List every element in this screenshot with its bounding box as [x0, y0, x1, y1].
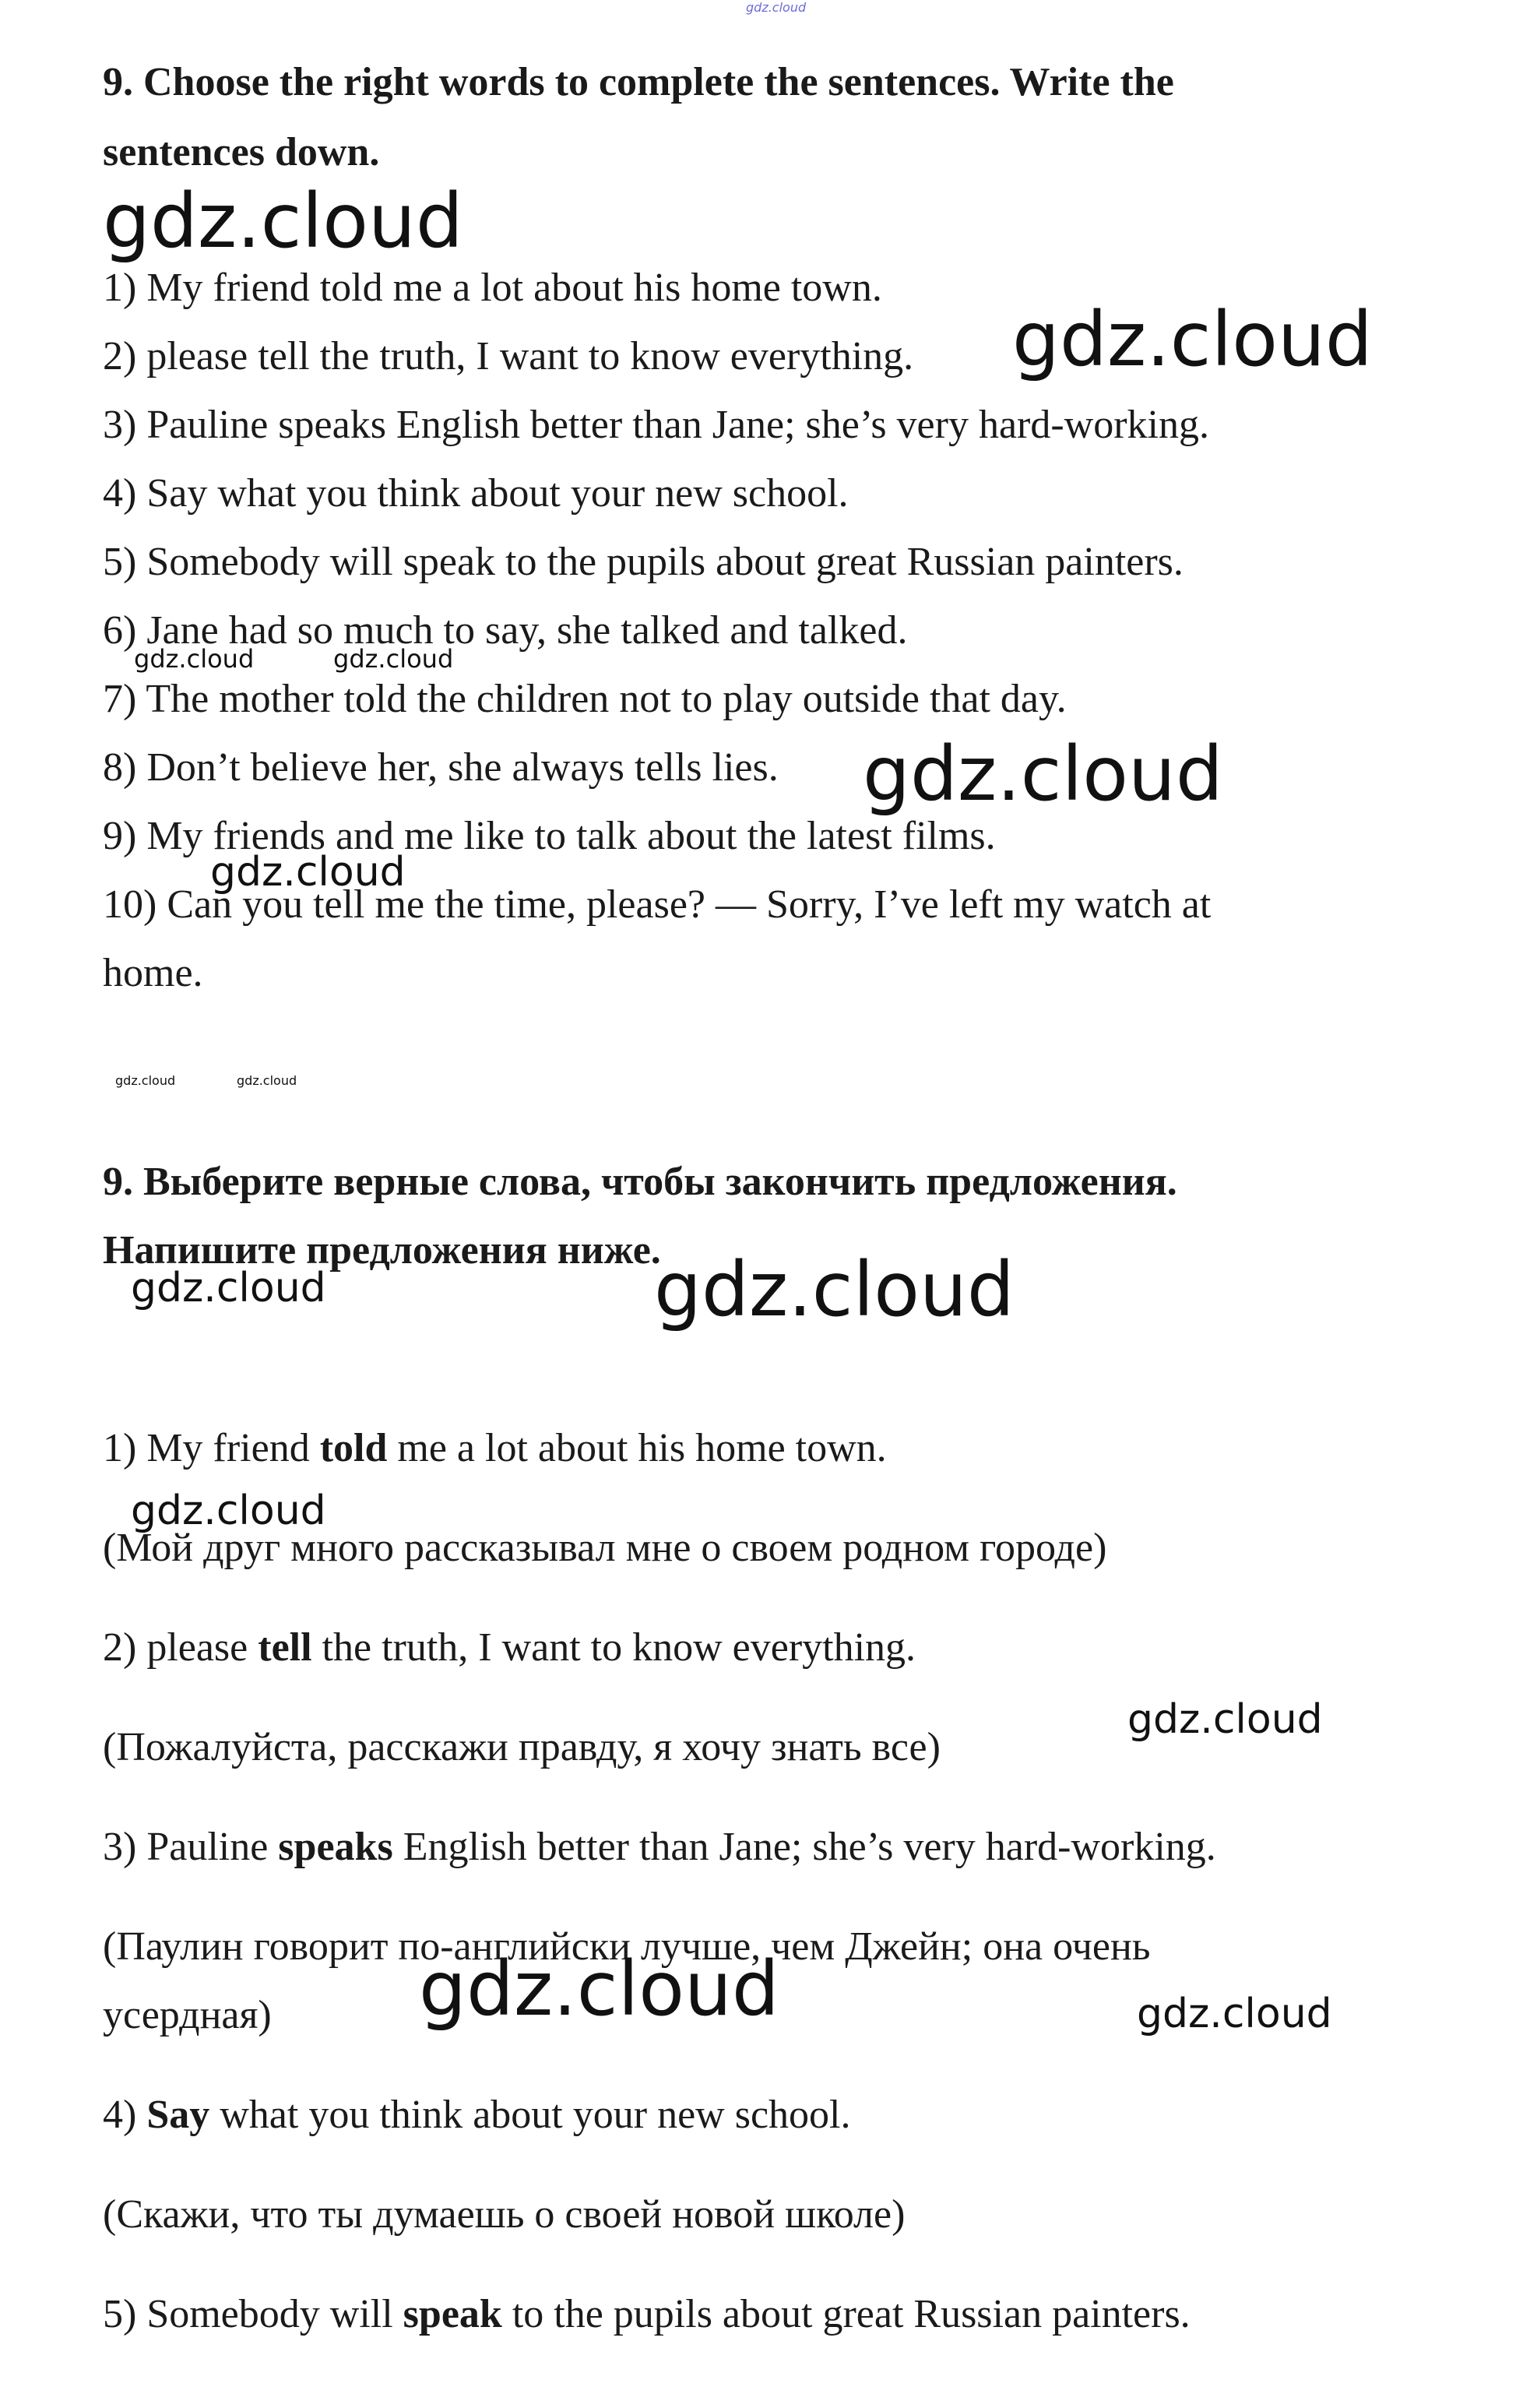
answer-5: 5) Somebody will speak to the pupils about great Russian painters.	[103, 2292, 1191, 2336]
watermark: gdz.cloud	[1012, 296, 1373, 383]
task-heading-en-line1: 9. Choose the right words to complete the sentences. Write the	[103, 60, 1174, 104]
sentence-en-3: 3) Pauline speaks English better than Jane; she’s very hard-working.	[103, 403, 1209, 447]
task-heading-ru-line1: 9. Выберите верные слова, чтобы закончить предложения.	[103, 1160, 1177, 1204]
watermark: gdz.cloud	[103, 178, 463, 265]
answer-1: 1) My friend told me a lot about his home town.	[103, 1426, 887, 1470]
sentence-en-8: 8) Don’t believe her, she always tells lies.	[103, 745, 779, 790]
watermark: gdz.cloud	[134, 644, 255, 674]
translation-2: (Пожалуйста, расскажи правду, я хочу знать все)	[103, 1725, 941, 1769]
watermark: gdz.cloud	[1127, 1696, 1323, 1743]
watermark: gdz.cloud	[1137, 1991, 1332, 2037]
answer-word-4: Say	[146, 2093, 210, 2137]
answer-3: 3) Pauline speaks English better than Jane; she’s very hard-working.	[103, 1825, 1216, 1869]
watermark: gdz.cloud	[333, 644, 454, 674]
answer-word-2: tell	[258, 1625, 312, 1670]
sentence-en-5: 5) Somebody will speak to the pupils about great Russian painters.	[103, 540, 1184, 584]
watermark: gdz.cloud	[654, 1246, 1015, 1333]
watermark: gdz.cloud	[419, 1945, 779, 2033]
translation-3-line2: усердная)	[103, 1993, 272, 2037]
answer-word-5: speak	[403, 2292, 502, 2336]
sentence-en-4: 4) Say what you think about your new school.	[103, 471, 849, 516]
answer-word-3: speaks	[278, 1825, 393, 1869]
watermark: gdz.cloud	[863, 730, 1223, 818]
translation-4: (Скажи, что ты думаешь о своей новой школе)	[103, 2192, 906, 2237]
sentence-en-10-cont: home.	[103, 951, 203, 995]
sentence-en-2: 2) please tell the truth, I want to know everything.	[103, 334, 914, 378]
translation-3-line1: (Паулин говорит по-английски лучше, чем Джейн; она очень	[103, 1924, 1151, 1969]
answer-word-1: told	[319, 1426, 388, 1470]
answer-4: 4) Say what you think about your new school.	[103, 2093, 851, 2137]
watermark: gdz.cloud	[115, 1073, 176, 1088]
answer-2: 2) please tell the truth, I want to know everything.	[103, 1625, 916, 1670]
task-heading-en-line2: sentences down.	[103, 130, 380, 174]
watermark: gdz.cloud	[210, 849, 406, 896]
sentence-en-9: 9) My friends and me like to talk about the latest films.	[103, 814, 996, 858]
sentence-en-6: 6) Jane had so much to say, she talked and talked.	[103, 608, 908, 653]
sentence-en-1: 1) My friend told me a lot about his home town.	[103, 266, 882, 310]
task-heading-ru-line2: Напишите предложения ниже.	[103, 1228, 661, 1273]
watermark: gdz.cloud	[131, 1265, 326, 1311]
header-watermark: gdz.cloud	[746, 0, 807, 15]
watermark: gdz.cloud	[237, 1073, 297, 1088]
sentence-en-10: 10) Can you tell me the time, please? — Sorry, I’ve left my watch at	[103, 882, 1212, 927]
translation-1: (Мой друг много рассказывал мне о своем родном городе)	[103, 1526, 1107, 1570]
watermark: gdz.cloud	[131, 1487, 326, 1534]
sentence-en-7: 7) The mother told the children not to play outside that day.	[103, 677, 1067, 721]
